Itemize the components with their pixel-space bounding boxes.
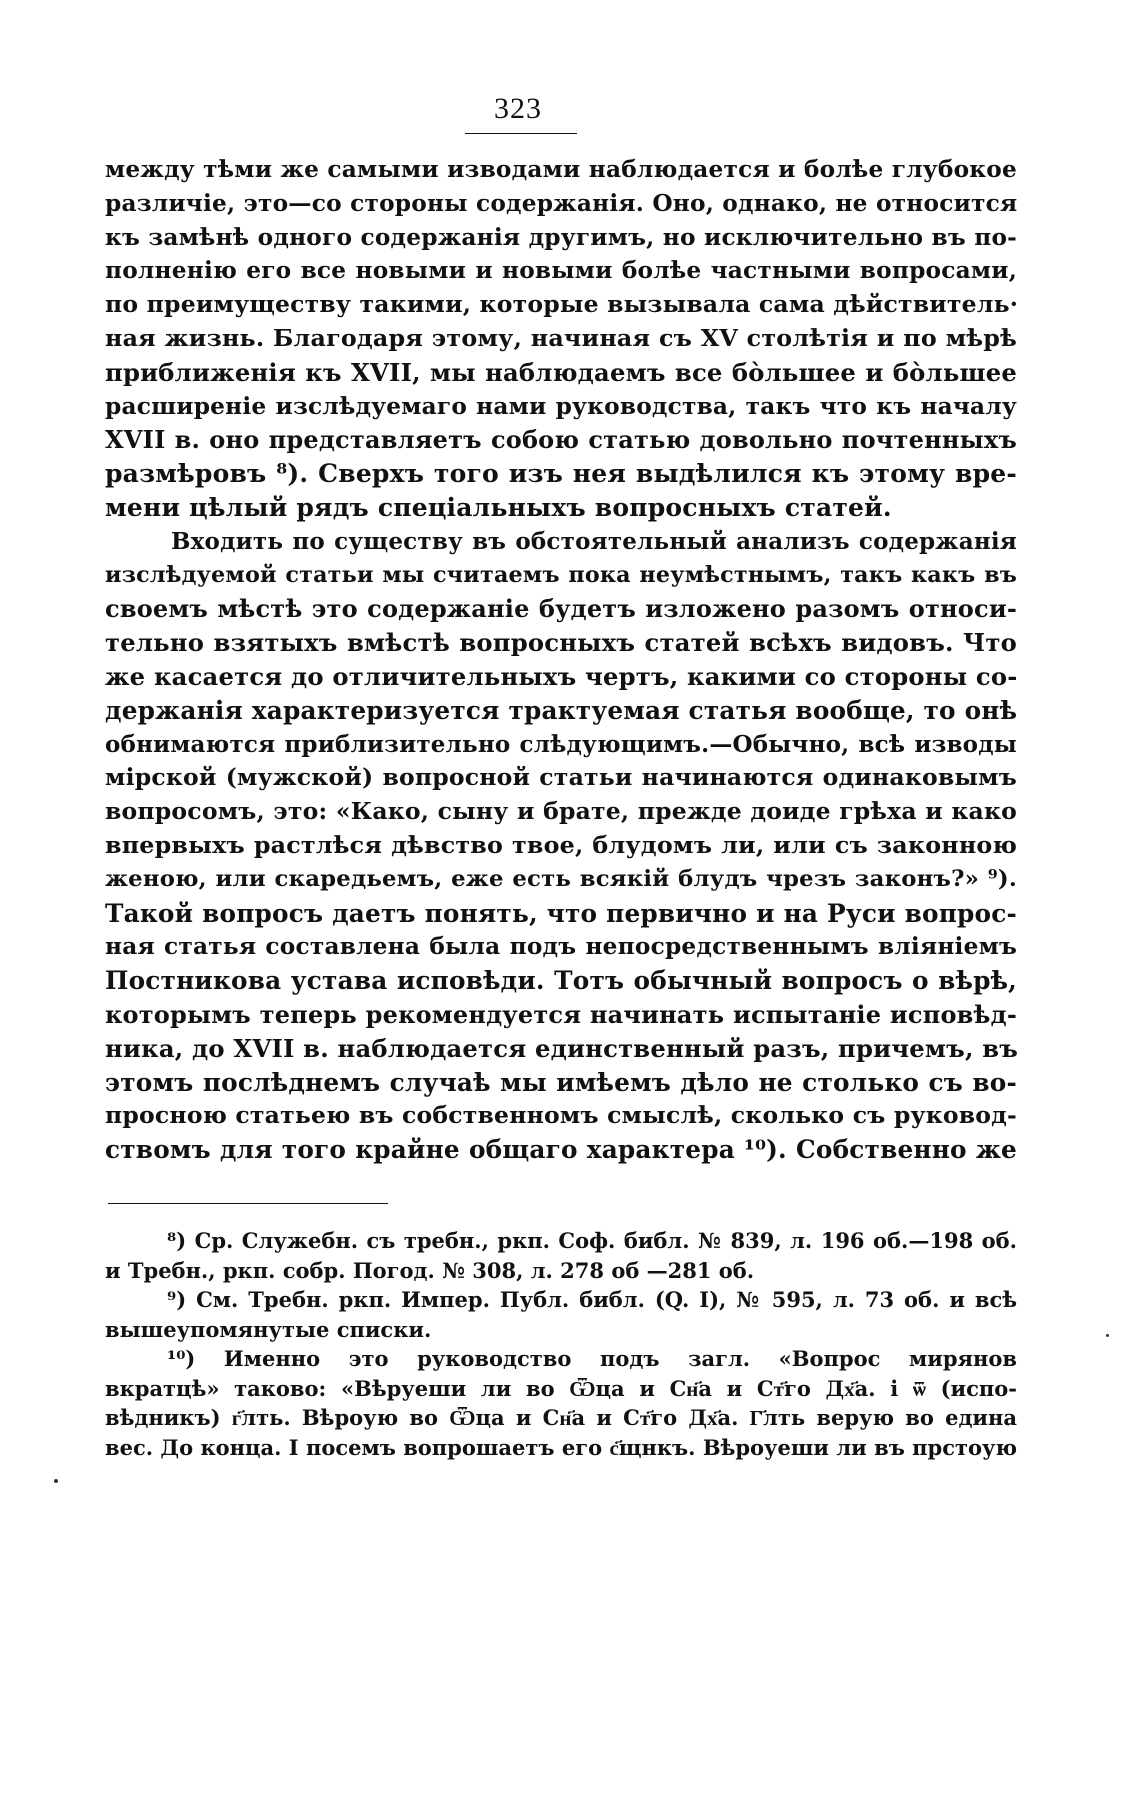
print-speck <box>54 1479 58 1483</box>
body-line: полненію его все новыми и новыми болѣе частными вопросами, <box>105 257 1017 285</box>
body-line: размѣровъ ⁸). Сверхъ того изъ нея выдѣлился къ этому вре- <box>105 459 1017 489</box>
body-line: Постникова устава исповѣди. Тотъ обычный вопросъ о вѣрѣ, <box>105 966 1017 996</box>
body-line: различіе, это—со стороны содержанія. Оно, однако, не относится <box>105 189 1018 217</box>
body-line: по преимуществу такими, которые вызывала сама дѣйствитель· <box>105 290 1019 319</box>
body-line: ствомъ для того крайне общаго характера ¹⁰). Собственно же <box>105 1135 1017 1165</box>
body-line: изслѣдуемой статьи мы считаемъ пока неумѣстнымъ, такъ какъ въ <box>105 561 1017 588</box>
body-line: XVII в. оно представляетъ собою статью довольно почтенныхъ <box>105 425 1017 455</box>
body-line: женою, или скаредьемъ, еже есть всякій блудъ чрезъ законъ?» ⁹). <box>105 865 1017 892</box>
body-line: мірской (мужской) вопросной статьи начинаются одинаковымъ <box>105 763 1017 792</box>
footnote-line: ¹⁰) Именно это руководство подъ загл. «Вопрос мирянов <box>167 1346 1017 1371</box>
body-line: держанія характеризуется трактуемая статья вообще, то онѣ <box>105 695 1018 725</box>
body-line: этомъ послѣднемъ случаѣ мы имѣемъ дѣло не столько съ во- <box>105 1067 1017 1097</box>
footnotes <box>105 1226 1017 1462</box>
footnote-line: вѣдникъ) г҃лть. Вѣроую во Ѿца и Сн҃а и Ст҃го Дх҃а. Г҃лть верую во едина <box>105 1405 1017 1430</box>
body-line: вопросомъ, это: «Како, сыну и брате, прежде доиде грѣха и како <box>105 797 1017 826</box>
body-line: къ замѣнѣ одного содержанія другимъ, но исключительно въ по- <box>105 223 1017 251</box>
footnote-line: вышеупомянутые списки. <box>105 1316 432 1342</box>
body-line: просною статьею въ собственномъ смыслѣ, сколько съ руковод- <box>105 1101 1017 1130</box>
body-line: Такой вопросъ даетъ понять, что первично и на Руси вопрос- <box>105 898 1017 928</box>
footnote-line: ⁸) Ср. Служебн. съ требн., ркп. Соф. библ. № 839, л. 196 об.—198 об. <box>167 1228 1017 1253</box>
body-line: ная жизнь. Благодаря этому, начиная съ XV столѣтія и по мѣрѣ <box>105 323 1017 352</box>
print-speck <box>1106 1334 1109 1337</box>
body-line: мени цѣлый рядъ спеціальныхъ вопросныхъ статей. <box>105 492 892 522</box>
footnote-line: и Требн., ркп. собр. Погод. № 308, л. 278 об —281 об. <box>105 1257 755 1283</box>
body-line: же касается до отличительныхъ чертъ, какими со стороны со- <box>105 661 1018 691</box>
body-line: приближенія къ XVII, мы наблюдаемъ все бо̀льшее и бо̀льшее <box>105 357 1017 387</box>
footnote-line: ⁹) См. Требн. ркп. Импер. Публ. библ. (Q. I), № 595, л. 73 об. и всѣ <box>167 1287 1017 1312</box>
body-text <box>105 153 1017 1167</box>
footnote-line: вкратцѣ» таково: «Вѣруеши ли во Ѿца и Сн҃а и Ст҃го Дх҃а. і ѿ (испо- <box>105 1375 1017 1401</box>
body-line: ника, до XVII в. наблюдается единственный разъ, причемъ, въ <box>105 1033 1019 1063</box>
footnote-line: вес. До конца. І посемъ вопрошаетъ его с҃щнкъ. Вѣроуеши ли въ прстоую <box>105 1434 1017 1460</box>
page-number-rule <box>465 133 577 134</box>
body-line: тельно взятыхъ вмѣстѣ вопросныхъ статей всѣхъ видовъ. Что <box>105 628 1017 658</box>
page-number: 323 <box>494 92 542 125</box>
body-line: между тѣми же самыми изводами наблюдается и болѣе глубокое <box>105 156 1017 183</box>
body-line: которымъ теперь рекомендуется начинать испытаніе исповѣд- <box>105 999 1017 1029</box>
body-line: своемъ мѣстѣ это содержаніе будетъ изложено разомъ относи- <box>105 594 1017 624</box>
body-line: впервыхъ растлѣся дѣвство твое, блудомъ ли, или съ законною <box>105 830 1017 859</box>
body-line: обнимаются приблизительно слѣдующимъ.—Обычно, всѣ изводы <box>105 730 1017 758</box>
body-line: ная статья составлена была подъ непосредственнымъ вліяніемъ <box>105 933 1017 961</box>
body-line: расширеніе изслѣдуемаго нами руководства, такъ что къ началу <box>105 392 1017 420</box>
body-line: Входить по существу въ обстоятельный анализъ содержанія <box>171 527 1017 555</box>
footnote-separator <box>108 1203 388 1204</box>
